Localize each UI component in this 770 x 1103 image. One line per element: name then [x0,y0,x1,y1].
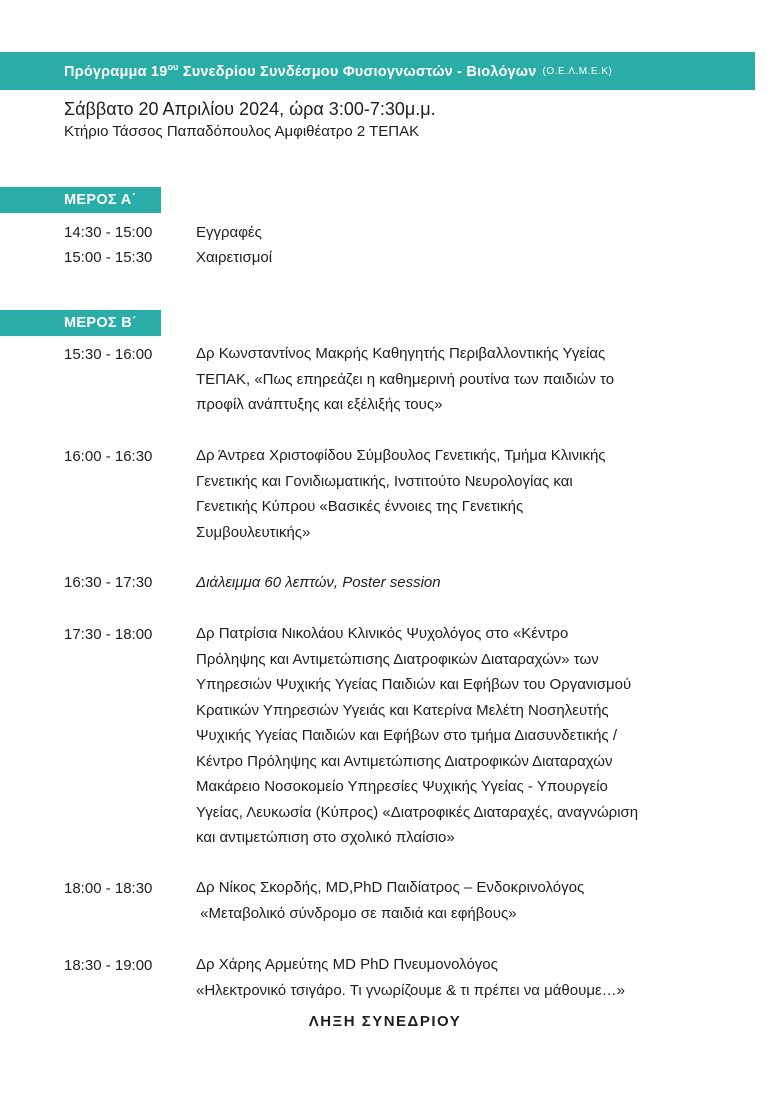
time-slot: 17:30 - 18:00 [64,626,153,643]
session-line: και αντιμετώπιση στο σχολικό πλαίσιο» [196,829,455,846]
session-line: Πρόληψης και Αντιμετώπισης Διατροφικών Διαταραχών» των [196,650,599,668]
session-line: Γενετικής και Γονιδιωματικής, Ινστιτούτο Νευρολογίας και [196,472,573,490]
session-text [196,574,756,591]
event-date: Σάββατο 20 Απριλίου 2024, ώρα 3:00-7:30μ.μ. [64,99,436,119]
session-text [196,952,756,1003]
session-line: Δρ Νίκος Σκορδής, MD,PhD Παιδίατρος – Ενδοκρινολόγος [196,879,585,896]
session-line: Δρ Κωνσταντίνος Μακρής Καθηγητής Περιβαλλοντικής Υγείας [196,345,606,362]
session-text [196,341,756,418]
event-venue: Κτήριο Τάσσος Παπαδόπουλος Αμφιθέατρο 2 ΤΕΠΑΚ [64,123,420,140]
time-slot: 15:30 - 16:00 [64,346,153,363]
session-text: Χαιρετισμοί [196,249,273,266]
session-text [196,621,756,851]
organization-abbr: (Ο.Ε.Λ.Μ.Ε.Κ) [542,65,613,77]
time-slot: 16:30 - 17:30 [64,574,153,591]
time-slot: 16:00 - 16:30 [64,448,153,465]
session-line: Δρ Άντρεα Χριστοφίδου Σύμβουλος Γενετικής, Τμήμα Κλινικής [196,447,606,464]
session-line: «Μεταβολικό σύνδρομο σε παιδιά και εφήβους» [196,904,517,922]
session-line: Μακάρειο Νοσοκομείο Υπηρεσίες Ψυχικής Υγείας - Υπουργείο [196,778,608,795]
session-line: Κέντρο Πρόληψης και Αντιμετώπισης Διατροφικών Διαταραχών [196,752,613,770]
session-text [196,875,756,926]
section-a-label: ΜΕΡΟΣ Α΄ [0,187,161,213]
session-line: Γενετικής Κύπρου «Βασικές έννοιες της Γενετικής [196,498,524,515]
session-line: Ψυχικής Υγείας Παιδιών και Εφήβων στο τμήμα Διασυνδετικής / [196,727,617,744]
session-line: Διάλειμμα 60 λεπτών, Poster session [196,574,441,591]
session-line: Δρ Χάρης Αρμεύτης MD PhD Πνευμονολόγος [196,956,498,973]
session-line: Υπηρεσιών Ψυχικής Υγείας Παιδιών και Εφήβων του Οργανισμού [196,676,632,693]
section-b-label: ΜΕΡΟΣ Β΄ [0,310,161,336]
time-slot: 18:30 - 19:00 [64,957,153,974]
program-title-banner [0,52,755,90]
conference-end-label: ΛΗΞΗ ΣΥΝΕΔΡΙΟΥ [308,1013,462,1030]
session-text: Εγγραφές [196,224,262,241]
session-line: προφίλ ανάπτυξης και εξέλιξής τους» [196,396,443,413]
session-line: Υγείας, Λευκωσία (Κύπρος) «Διατροφικές Διαταραχές, αναγνώριση [196,803,639,821]
session-line: Κρατικών Υπηρεσιών Υγειάς και Κατερίνα Μελέτη Νοσηλευτής [196,701,609,719]
time-slot: 14:30 - 15:00 [64,224,153,241]
time-slot: 18:00 - 18:30 [64,880,153,897]
time-slot: 15:00 - 15:30 [64,249,153,266]
session-line: ΤΕΠΑΚ, «Πως επηρεάζει η καθημερινή ρουτίνα των παιδιών το [196,370,615,388]
session-line: «Ηλεκτρονικό τσιγάρο. Τι γνωρίζουμε & τι πρέπει να μάθουμε…» [196,981,625,999]
session-text [196,443,756,545]
session-line: Δρ Πατρίσια Νικολάου Κλινικός Ψυχολόγος στο «Κέντρο [196,625,569,642]
program-title: Πρόγραμμα $19^{o\upsilon}$ Συνεδρίου Συνδέσμου Φυσιογνωστών - Βιολόγων [64,62,537,80]
session-line: Συμβουλευτικής» [196,523,311,541]
